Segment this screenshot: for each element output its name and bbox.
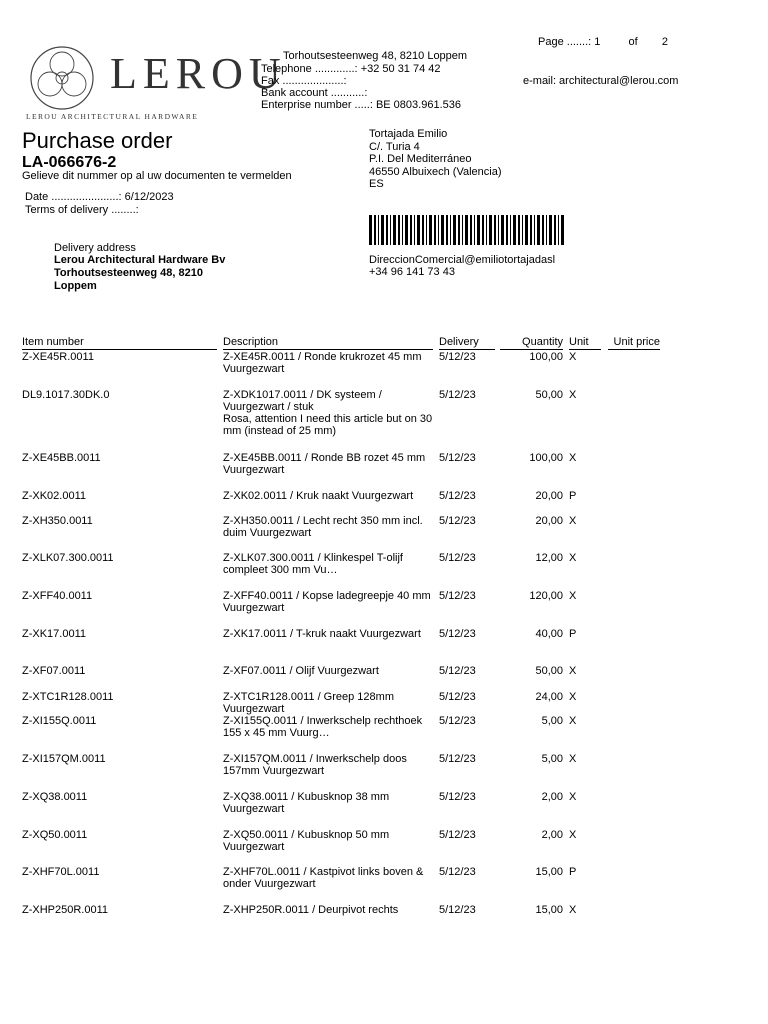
order-date xyxy=(25,191,174,203)
description-cell: Z-XE45BB.0011 / Ronde BB rozet 45 mm Vuurgezwart xyxy=(223,452,426,476)
unit-cell: X xyxy=(569,452,577,464)
page-dots: .......: xyxy=(566,36,592,48)
unit-cell: X xyxy=(569,389,577,401)
quantity-cell: 50,00 xyxy=(535,389,563,401)
column-header-quantity: Quantity xyxy=(500,336,563,350)
delivery-date-cell: 5/12/23 xyxy=(439,628,476,640)
quantity-cell: 100,00 xyxy=(529,452,563,464)
item-number-cell: Z-XH350.0011 xyxy=(22,515,93,527)
page-title: Purchase order xyxy=(22,128,173,153)
company-address: Torhoutsesteenweg 48, 8210 Loppem xyxy=(283,50,468,62)
description-cell: Z-XE45R.0011 / Ronde krukrozet 45 mm Vuurgezwart xyxy=(223,351,422,375)
page-label: Page xyxy=(538,36,564,48)
quantity-cell: 100,00 xyxy=(529,351,563,363)
quantity-cell: 5,00 xyxy=(541,753,563,765)
quantity-cell: 50,00 xyxy=(535,665,563,677)
company-bank-label: Bank account ...........: xyxy=(261,87,368,99)
delivery-street: Torhoutsesteenweg 48, 8210 xyxy=(54,267,203,279)
description-cell: Z-XLK07.300.0011 / Klinkespel T-olijf compleet 300 mm Vu… xyxy=(223,552,403,576)
unit-cell: X xyxy=(569,351,577,363)
unit-cell: P xyxy=(569,490,577,502)
description-cell: Z-XHP250R.0011 / Deurpivot rechts xyxy=(223,904,399,916)
company-logo xyxy=(24,44,287,124)
item-number-cell: Z-XF07.0011 xyxy=(22,665,86,677)
delivery-date-cell: 5/12/23 xyxy=(439,351,476,363)
delivery-date-cell: 5/12/23 xyxy=(439,389,476,401)
order-number: LA-066676-2 xyxy=(22,154,117,171)
quantity-cell: 15,00 xyxy=(535,904,563,916)
delivery-date-cell: 5/12/23 xyxy=(439,515,476,527)
item-number-cell: Z-XE45BB.0011 xyxy=(22,452,101,464)
delivery-date-cell: 5/12/23 xyxy=(439,590,476,602)
item-number-cell: Z-XI157QM.0011 xyxy=(22,753,106,765)
unit-cell: X xyxy=(569,904,577,916)
supplier-address-line: C/. Turia 4 xyxy=(369,140,420,153)
description-cell: Z-XF07.0011 / Olijf Vuurgezwart xyxy=(223,665,379,677)
quantity-cell: 40,00 xyxy=(535,628,563,640)
delivery-date-cell: 5/12/23 xyxy=(439,490,476,502)
barcode-icon xyxy=(369,215,565,245)
brand-name: LEROU xyxy=(110,49,287,98)
quantity-cell: 15,00 xyxy=(535,866,563,878)
description-cell: Z-XH350.0011 / Lecht recht 350 mm incl. duim Vuurgezwart xyxy=(223,515,423,539)
delivery-date-cell: 5/12/23 xyxy=(439,866,476,878)
company-email: e-mail: architectural@lerou.com xyxy=(523,75,679,87)
unit-cell: P xyxy=(569,866,577,878)
delivery-date-cell: 5/12/23 xyxy=(439,691,476,703)
description-cell: Z-XQ38.0011 / Kubusknop 38 mm Vuurgezwart xyxy=(223,791,390,815)
item-number-cell: Z-XQ38.0011 xyxy=(22,791,88,803)
company-fax-label: Fax ....................: xyxy=(261,75,347,87)
item-number-cell: DL9.1017.30DK.0 xyxy=(22,389,110,401)
enterprise-label: Enterprise number .....: xyxy=(261,99,373,111)
quantity-cell: 2,00 xyxy=(541,791,563,803)
delivery-date-cell: 5/12/23 xyxy=(439,904,476,916)
supplier-email: DireccionComercial@emiliotortajadasl xyxy=(369,254,556,266)
delivery-city: Loppem xyxy=(54,280,97,292)
delivery-date-cell: 5/12/23 xyxy=(439,452,476,464)
brand-subtitle: LEROU ARCHITECTURAL HARDWARE xyxy=(26,112,199,121)
unit-cell: X xyxy=(569,515,577,527)
description-cell: Z-XI157QM.0011 / Inwerkschelp doos 157mm Vuurgezwart xyxy=(223,753,407,777)
description-cell: Z-XTC1R128.0011 / Greep 128mm Vuurgezwart xyxy=(223,691,394,715)
telephone-value: +32 50 31 74 42 xyxy=(360,63,441,75)
item-number-cell: Z-XK02.0011 xyxy=(22,490,87,502)
quantity-cell: 20,00 xyxy=(535,490,563,502)
item-number-cell: Z-XTC1R128.0011 xyxy=(22,691,114,703)
unit-cell: X xyxy=(569,753,577,765)
unit-cell: X xyxy=(569,691,577,703)
description-cell: Z-XDK1017.0011 / DK systeem / Vuurgezwart / stuk Rosa, attention I need this article but on 30 mm (instead of 25 mm) xyxy=(223,389,433,437)
page-indicator xyxy=(538,36,668,48)
supplier-address-line: ES xyxy=(369,178,384,190)
delivery-date-cell: 5/12/23 xyxy=(439,829,476,841)
delivery-date-cell: 5/12/23 xyxy=(439,715,476,727)
item-number-cell: Z-XHF70L.0011 xyxy=(22,866,100,878)
column-header-unit-price: Unit price xyxy=(608,336,660,350)
quantity-cell: 24,00 xyxy=(535,691,563,703)
quantity-cell: 120,00 xyxy=(529,590,563,602)
delivery-date-cell: 5/12/23 xyxy=(439,665,476,677)
supplier-phone: +34 96 141 73 43 xyxy=(369,266,455,278)
page-of-label: of xyxy=(628,36,638,48)
description-cell: Z-XFF40.0011 / Kopse ladegreepje 40 mm Vuurgezwart xyxy=(223,590,431,614)
item-number-cell: Z-XK17.0011 xyxy=(22,628,87,640)
column-header-item: Item number xyxy=(22,336,217,350)
column-header-unit: Unit xyxy=(569,336,601,350)
column-header-description: Description xyxy=(223,336,433,350)
delivery-date-cell: 5/12/23 xyxy=(439,791,476,803)
description-cell: Z-XQ50.0011 / Kubusknop 50 mm Vuurgezwart xyxy=(223,829,390,853)
telephone-label: Telephone .............: xyxy=(261,63,358,75)
supplier-address-line: P.I. Del Mediterráneo xyxy=(369,153,472,165)
description-cell: Z-XK17.0011 / T-kruk naakt Vuurgezwart xyxy=(223,628,421,640)
quantity-cell: 20,00 xyxy=(535,515,563,527)
delivery-name: Lerou Architectural Hardware Bv xyxy=(54,254,226,266)
unit-cell: X xyxy=(569,552,577,564)
supplier-address-line: Tortajada Emilio xyxy=(369,128,448,140)
description-cell: Z-XI155Q.0011 / Inwerkschelp rechthoek 155 x 45 mm Vuurg… xyxy=(223,715,423,739)
enterprise-value: BE 0803.961.536 xyxy=(375,99,461,111)
company-telephone xyxy=(261,63,441,75)
quantity-cell: 5,00 xyxy=(541,715,563,727)
page-current: 1 xyxy=(594,36,601,48)
order-note: Gelieve dit nummer op al uw documenten te vermelden xyxy=(22,170,292,182)
column-header-delivery: Delivery xyxy=(439,336,495,350)
item-number-cell: Z-XHP250R.0011 xyxy=(22,904,109,916)
item-number-cell: Z-XI155Q.0011 xyxy=(22,715,97,727)
page-total: 2 xyxy=(661,36,668,48)
unit-cell: X xyxy=(569,590,577,602)
supplier-address-line: 46550 Albuixech (Valencia) xyxy=(369,165,502,178)
item-number-cell: Z-XQ50.0011 xyxy=(22,829,88,841)
description-cell: Z-XHF70L.0011 / Kastpivot links boven & onder Vuurgezwart xyxy=(223,866,424,890)
delivery-address-label: Delivery address xyxy=(54,242,136,254)
delivery-date-cell: 5/12/23 xyxy=(439,753,476,765)
date-label: Date ......................: xyxy=(25,191,122,203)
description-cell: Z-XK02.0011 / Kruk naakt Vuurgezwart xyxy=(223,490,414,502)
unit-cell: X xyxy=(569,791,577,803)
item-number-cell: Z-XFF40.0011 xyxy=(22,590,93,602)
unit-cell: X xyxy=(569,829,577,841)
unit-cell: X xyxy=(569,665,577,677)
company-enterprise xyxy=(261,99,461,111)
quantity-cell: 12,00 xyxy=(535,552,563,564)
unit-cell: P xyxy=(569,628,577,640)
terms-of-delivery-label: Terms of delivery ........: xyxy=(25,204,139,216)
item-number-cell: Z-XLK07.300.0011 xyxy=(22,552,114,564)
date-value: 6/12/2023 xyxy=(124,191,174,203)
logo-emblem-icon xyxy=(28,44,96,112)
item-number-cell: Z-XE45R.0011 xyxy=(22,351,94,363)
delivery-date-cell: 5/12/23 xyxy=(439,552,476,564)
quantity-cell: 2,00 xyxy=(541,829,563,841)
unit-cell: X xyxy=(569,715,577,727)
